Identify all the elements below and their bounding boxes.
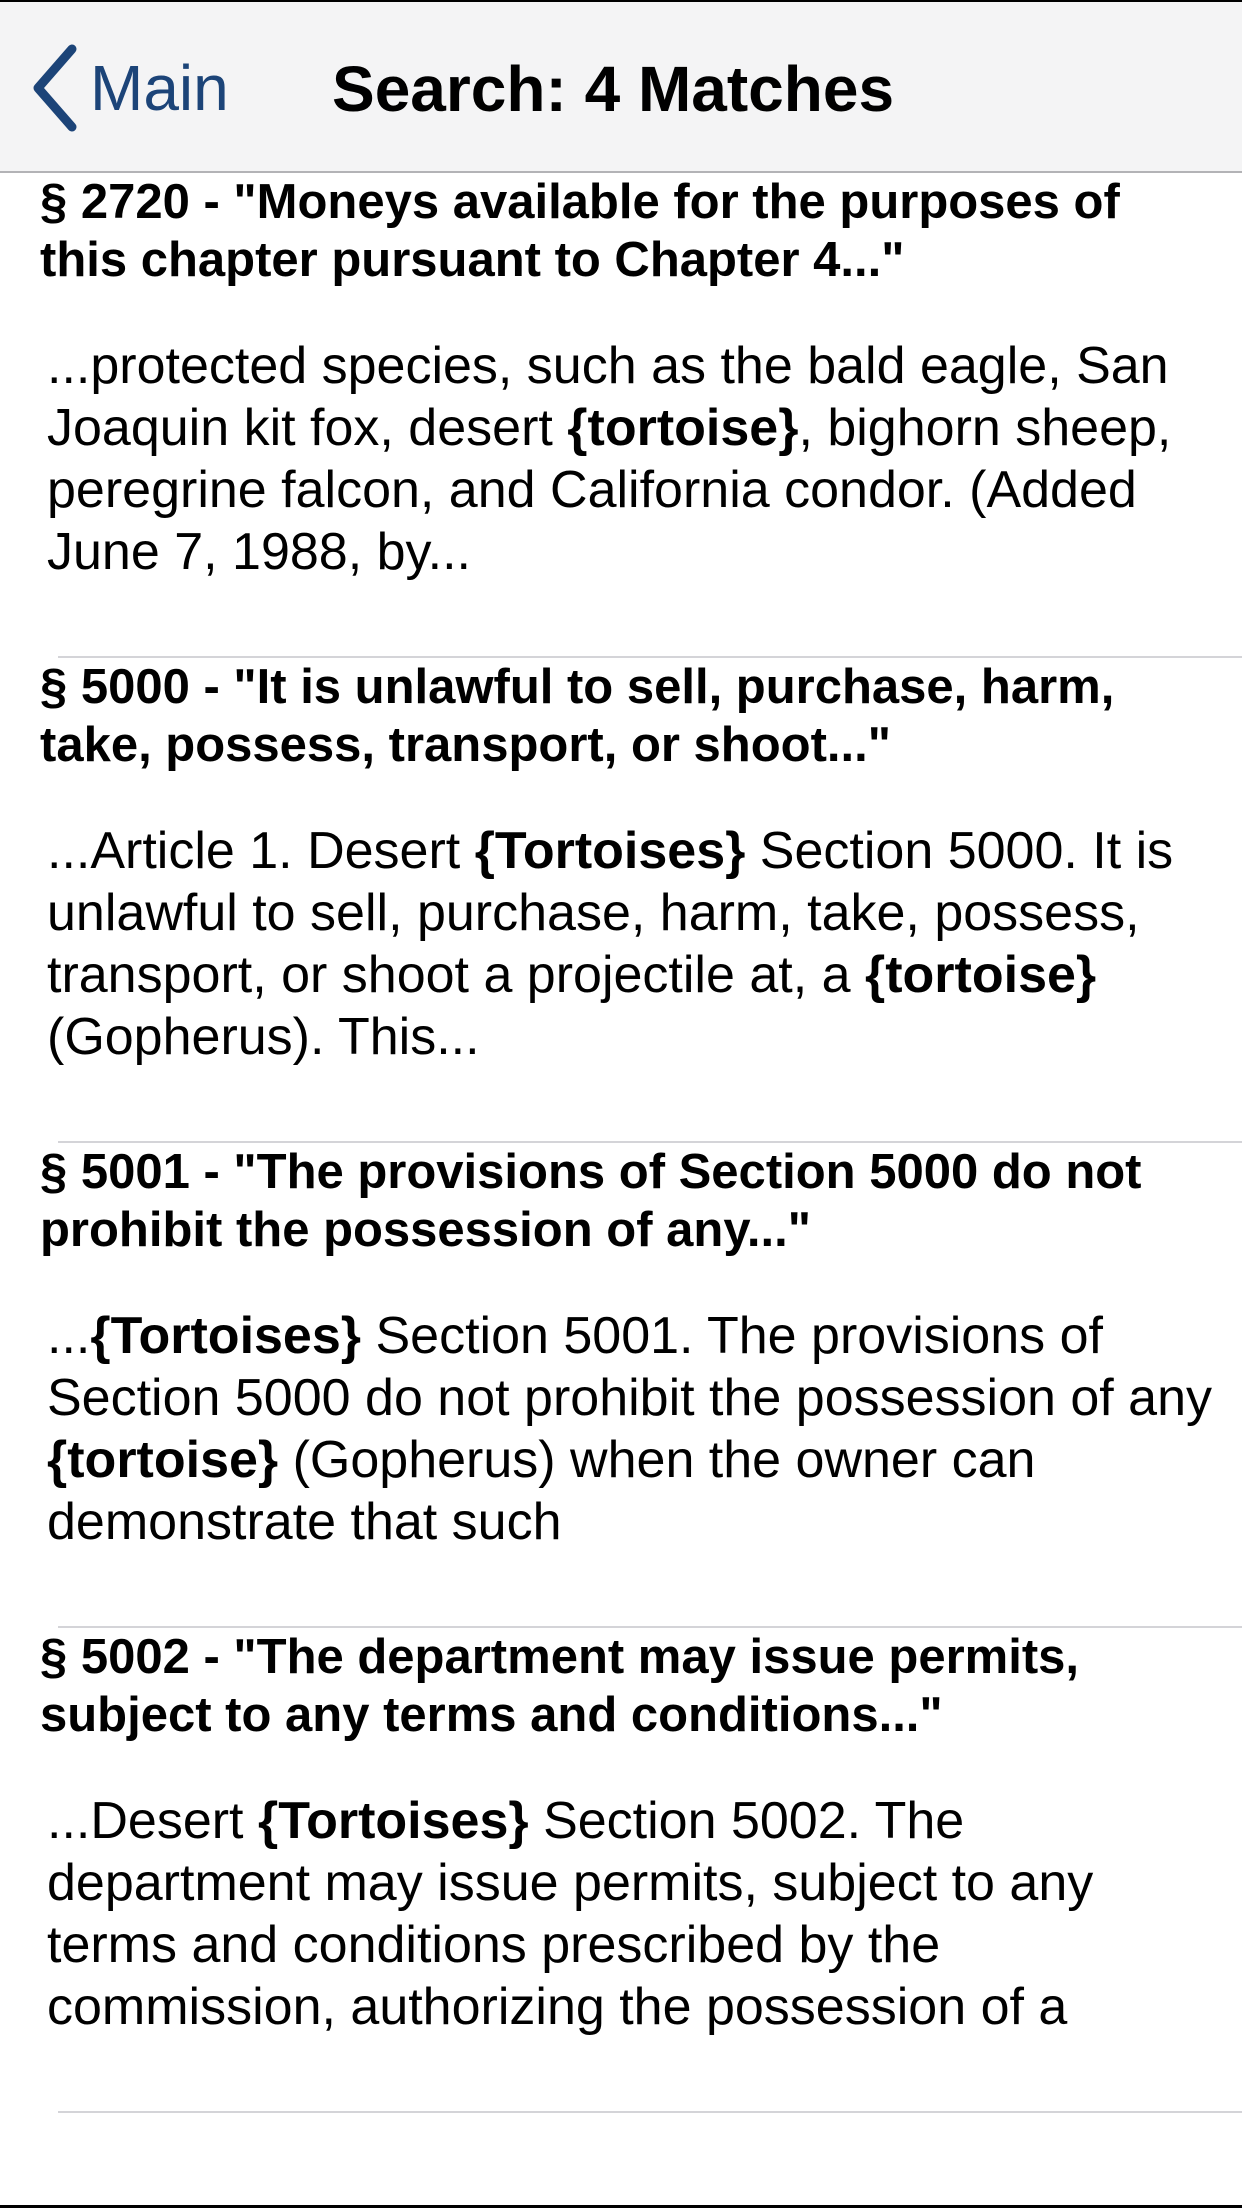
result-item-5000[interactable] xyxy=(0,658,1242,1143)
result-snippet xyxy=(47,1305,1227,1553)
result-item-5002[interactable] xyxy=(0,1628,1242,2113)
snippet-text: ...protected species, such as the bald eagle, San Joaquin kit fox, desert xyxy=(47,337,1169,457)
back-label[interactable]: Main xyxy=(90,52,229,124)
result-item-2720[interactable] xyxy=(0,173,1242,658)
chevron-left-icon[interactable] xyxy=(30,43,80,133)
snippet-text: ...Desert xyxy=(47,1792,258,1850)
snippet-text: (Gopherus). This... xyxy=(47,1008,480,1066)
result-snippet xyxy=(47,335,1227,583)
snippet-text: Section 5000. It is unlawful to sell, purchase, harm, take, possess, transport, or shoot a projectile at, a xyxy=(47,822,1174,1004)
result-title: § 2720 - "Moneys available for the purposes of this chapter pursuant to Chapter 4..." xyxy=(40,175,1120,287)
snippet-match: {tortoise} xyxy=(47,1431,279,1489)
snippet-match: {tortoise} xyxy=(864,946,1097,1004)
navigation-bar xyxy=(0,0,1242,173)
snippet-text: ... xyxy=(47,1307,91,1365)
result-title: § 5001 - "The provisions of Section 5000 do not prohibit the possession of any..." xyxy=(40,1145,1142,1257)
result-title: § 5002 - "The department may issue permits, subject to any terms and conditions..." xyxy=(40,1630,1080,1742)
snippet-text: ...Article 1. Desert xyxy=(47,822,475,880)
divider xyxy=(58,2111,1242,2113)
snippet-text: Section 5001. The provisions of Section 5000 do not prohibit the possession of any xyxy=(47,1307,1213,1427)
result-snippet xyxy=(47,1790,1227,2038)
result-item-5001[interactable] xyxy=(0,1143,1242,1628)
result-snippet xyxy=(47,820,1227,1068)
results-list xyxy=(0,173,1242,2113)
snippet-match: {Tortoises} xyxy=(474,822,746,880)
back-button[interactable] xyxy=(30,42,229,134)
page-title: Search: 4 Matches xyxy=(332,53,895,125)
result-title: § 5000 - "It is unlawful to sell, purchase, harm, take, possess, transport, or shoot..." xyxy=(40,660,1115,772)
snippet-match: {Tortoises} xyxy=(257,1792,529,1850)
snippet-match: {tortoise} xyxy=(567,399,799,457)
snippet-text: Section 5002. The department may issue permits, subject to any terms and conditions prescribed by the commission, authorizing the possession of a xyxy=(47,1792,1094,2036)
snippet-match: {Tortoises} xyxy=(90,1307,362,1365)
snippet-text: , bighorn sheep, peregrine falcon, and California condor. (Added June 7, 1988, by... xyxy=(47,399,1172,581)
snippet-text: (Gopherus) when the owner can demonstrate that such xyxy=(47,1431,1036,1551)
